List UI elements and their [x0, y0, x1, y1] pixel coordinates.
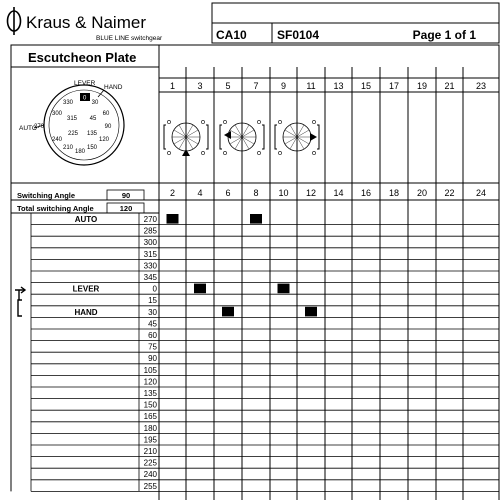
program-code: SF0104	[277, 28, 320, 42]
contact-number-bottom: 12	[305, 188, 317, 198]
dial-number: 315	[66, 116, 78, 122]
table-row	[31, 377, 499, 387]
position-angle: 165	[143, 412, 157, 422]
escutcheon-title: Escutcheon Plate	[28, 50, 137, 65]
escutcheon-frame	[11, 45, 159, 183]
contact-number-top: 15	[360, 81, 372, 91]
table-row	[31, 470, 499, 480]
table-row	[31, 482, 499, 492]
table-row	[31, 412, 499, 422]
position-angle: 120	[143, 377, 157, 387]
position-angle: 240	[143, 470, 157, 480]
contact-number-top: 9	[280, 81, 287, 91]
position-angle: 225	[143, 458, 157, 468]
dial-label-auto: AUTO	[19, 125, 37, 132]
table-row	[31, 215, 499, 225]
dial-number: 300	[51, 111, 63, 117]
table-row	[31, 308, 499, 318]
contact-number-bottom: 20	[416, 188, 428, 198]
dial-number: 120	[98, 137, 110, 143]
dial-label-hand: HAND	[104, 84, 123, 91]
dial-number: 90	[104, 124, 112, 130]
contact-number-bottom: 22	[444, 188, 455, 198]
contact-number-bottom: 8	[253, 188, 259, 198]
switching-angle-label: Switching Angle	[17, 191, 76, 200]
table-row	[31, 238, 499, 248]
closed-contact-mark	[305, 307, 317, 317]
position-angle: 300	[143, 238, 157, 248]
position-angle: 150	[143, 400, 157, 410]
dial-numbers	[34, 100, 112, 155]
total-switching-angle-label: Total switching Angle	[17, 204, 94, 213]
contact-number-top: 23	[475, 81, 487, 91]
contact-number-top: 19	[416, 81, 428, 91]
contact-number-bottom: 10	[278, 188, 289, 198]
table-row	[31, 285, 499, 295]
contact-number-top: 11	[306, 81, 316, 91]
closed-contact-mark	[250, 214, 262, 224]
dial-number: 225	[67, 131, 79, 137]
cam-contact-icon	[275, 120, 319, 154]
brand-logo-icon	[8, 7, 21, 35]
position-angle: 135	[143, 389, 157, 398]
contact-number-top: 5	[225, 81, 231, 91]
position-angle: 195	[143, 435, 157, 445]
page-indicator: Page 1 of 1	[412, 28, 476, 42]
position-angle: 345	[143, 273, 157, 282]
position-angle: 180	[143, 423, 157, 433]
position-angle: 105	[143, 365, 157, 375]
contact-number-bottom: 16	[360, 188, 372, 198]
closed-contact-mark	[167, 214, 179, 224]
position-angle: 60	[148, 331, 157, 340]
cam-contact-icon	[220, 120, 264, 154]
position-angle: 45	[148, 319, 157, 329]
cam-contact-icon	[164, 120, 208, 156]
position-angle: 330	[143, 261, 157, 271]
contact-number-bottom: 24	[475, 188, 487, 198]
table-row	[31, 343, 499, 353]
table-row	[31, 319, 499, 329]
table-row	[31, 331, 499, 341]
position-label: HAND	[74, 307, 98, 317]
contact-number-bottom: 2	[169, 188, 176, 198]
position-label: LEVER	[72, 284, 100, 294]
contact-number-top: 21	[444, 81, 455, 91]
contact-number-top: 17	[388, 81, 400, 91]
dial-number: 150	[86, 145, 98, 151]
dial-zero: 0	[83, 95, 87, 102]
position-angle: 270	[143, 215, 157, 224]
table-row	[31, 227, 499, 237]
closed-contact-mark	[222, 307, 234, 317]
table-row	[31, 250, 499, 260]
contact-number-top: 3	[197, 81, 203, 91]
position-angle: 30	[148, 307, 157, 317]
contact-number-bottom: 4	[197, 188, 203, 198]
contact-number-top: 7	[253, 81, 259, 91]
table-row	[31, 459, 499, 469]
contact-number-top: 1	[169, 81, 176, 91]
table-row	[31, 401, 499, 411]
dial-number: 330	[62, 100, 74, 106]
closed-contact-mark	[194, 284, 206, 294]
table-row	[31, 366, 499, 376]
dial-number: 135	[86, 131, 98, 137]
table-row	[31, 389, 499, 399]
table-row	[31, 424, 499, 434]
contact-number-bottom: 14	[333, 188, 344, 198]
dial-number: 240	[51, 137, 63, 143]
position-angle: 315	[143, 249, 157, 259]
closed-contact-mark	[278, 284, 290, 294]
table-row	[31, 354, 499, 364]
position-angle: 210	[143, 447, 157, 456]
contact-number-top: 13	[333, 81, 344, 91]
program-table	[11, 213, 499, 491]
table-row	[31, 296, 499, 306]
model-code: CA10	[216, 28, 247, 42]
position-bracket-icon	[15, 287, 25, 316]
position-angle: 90	[148, 354, 157, 364]
dial-number: 45	[89, 116, 97, 122]
brand-name: Kraus & Naimer	[26, 13, 146, 32]
total-switching-angle-value: 120	[119, 204, 133, 213]
dial-number: 180	[74, 149, 86, 155]
dial-number: 270	[33, 124, 45, 130]
position-angle: 15	[148, 296, 157, 306]
table-row	[31, 447, 499, 457]
dial-number: 30	[91, 100, 99, 106]
switching-angle-value: 90	[121, 191, 131, 200]
table-row	[31, 273, 499, 283]
table-row	[31, 435, 499, 445]
position-angle: 255	[143, 481, 157, 491]
contact-number-bottom: 18	[388, 188, 400, 198]
contact-number-bottom: 6	[225, 188, 231, 198]
dial-label-lever: LEVER	[74, 80, 96, 87]
position-angle: 75	[148, 342, 157, 352]
table-row	[31, 261, 499, 271]
position-angle: 285	[143, 226, 157, 236]
dial-number: 210	[62, 145, 74, 151]
position-angle: 0	[152, 284, 157, 294]
position-label: AUTO	[74, 215, 98, 224]
dial-number: 60	[102, 111, 110, 117]
brand-tagline: BLUE LINE switchgear	[96, 35, 163, 42]
